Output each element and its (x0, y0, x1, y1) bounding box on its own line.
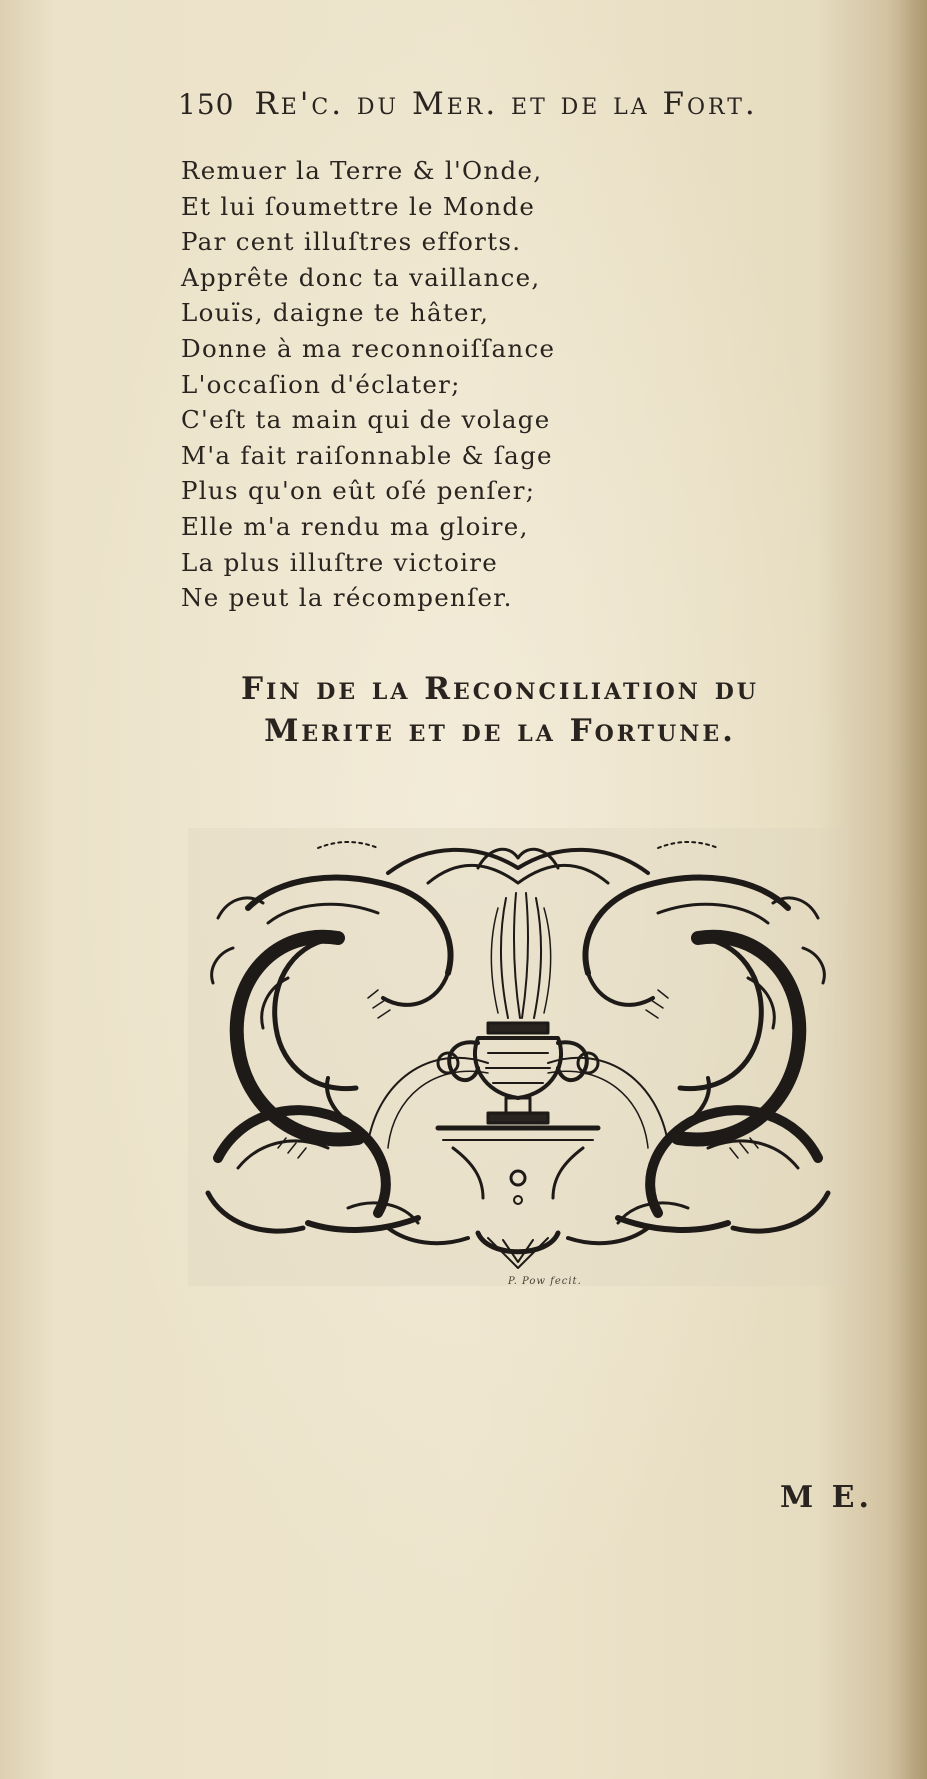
poem-line: Louïs, daigne te hâter, (181, 298, 490, 328)
poem-line: Apprête donc ta vaillance, (181, 262, 541, 292)
end-title-line-2: Merite et de la Fortune. (264, 713, 736, 749)
poem-line: M'a fait raiſonnable & ſage (181, 440, 553, 470)
ornamental-vignette (188, 828, 848, 1286)
poem-line: La plus illuſtre victoire (181, 547, 499, 577)
end-title-line-1: Fin de la Reconciliation du (241, 671, 759, 707)
poem-line: Et lui ſoumettre le Monde (181, 191, 536, 221)
engraver-signature: P. Pow fecit. (508, 1276, 582, 1287)
running-head (178, 86, 838, 122)
poem-line: Plus qu'on eût oſé penſer; (181, 476, 536, 506)
urn-cartouche-icon (188, 828, 848, 1286)
catchword: M E. (780, 1480, 873, 1515)
poem-line: Ne peut la récompenſer. (181, 583, 513, 613)
poem-line: Remuer la Terre & l'Onde, (181, 156, 543, 185)
poem-line: Donne à ma reconnoiſſance (181, 333, 556, 363)
end-title (150, 668, 850, 752)
poem-line: Elle m'a rendu ma gloire, (181, 511, 529, 541)
poem-line: C'eſt ta main qui de volage (181, 405, 551, 435)
page-number: 150 (178, 88, 235, 121)
poem-line: Par cent illuſtres efforts. (181, 227, 522, 257)
poem (181, 153, 555, 616)
poem-line: L'occaſion d'éclater; (181, 369, 461, 399)
running-title: Re'c. du Mer. et de la Fort. (254, 86, 758, 122)
